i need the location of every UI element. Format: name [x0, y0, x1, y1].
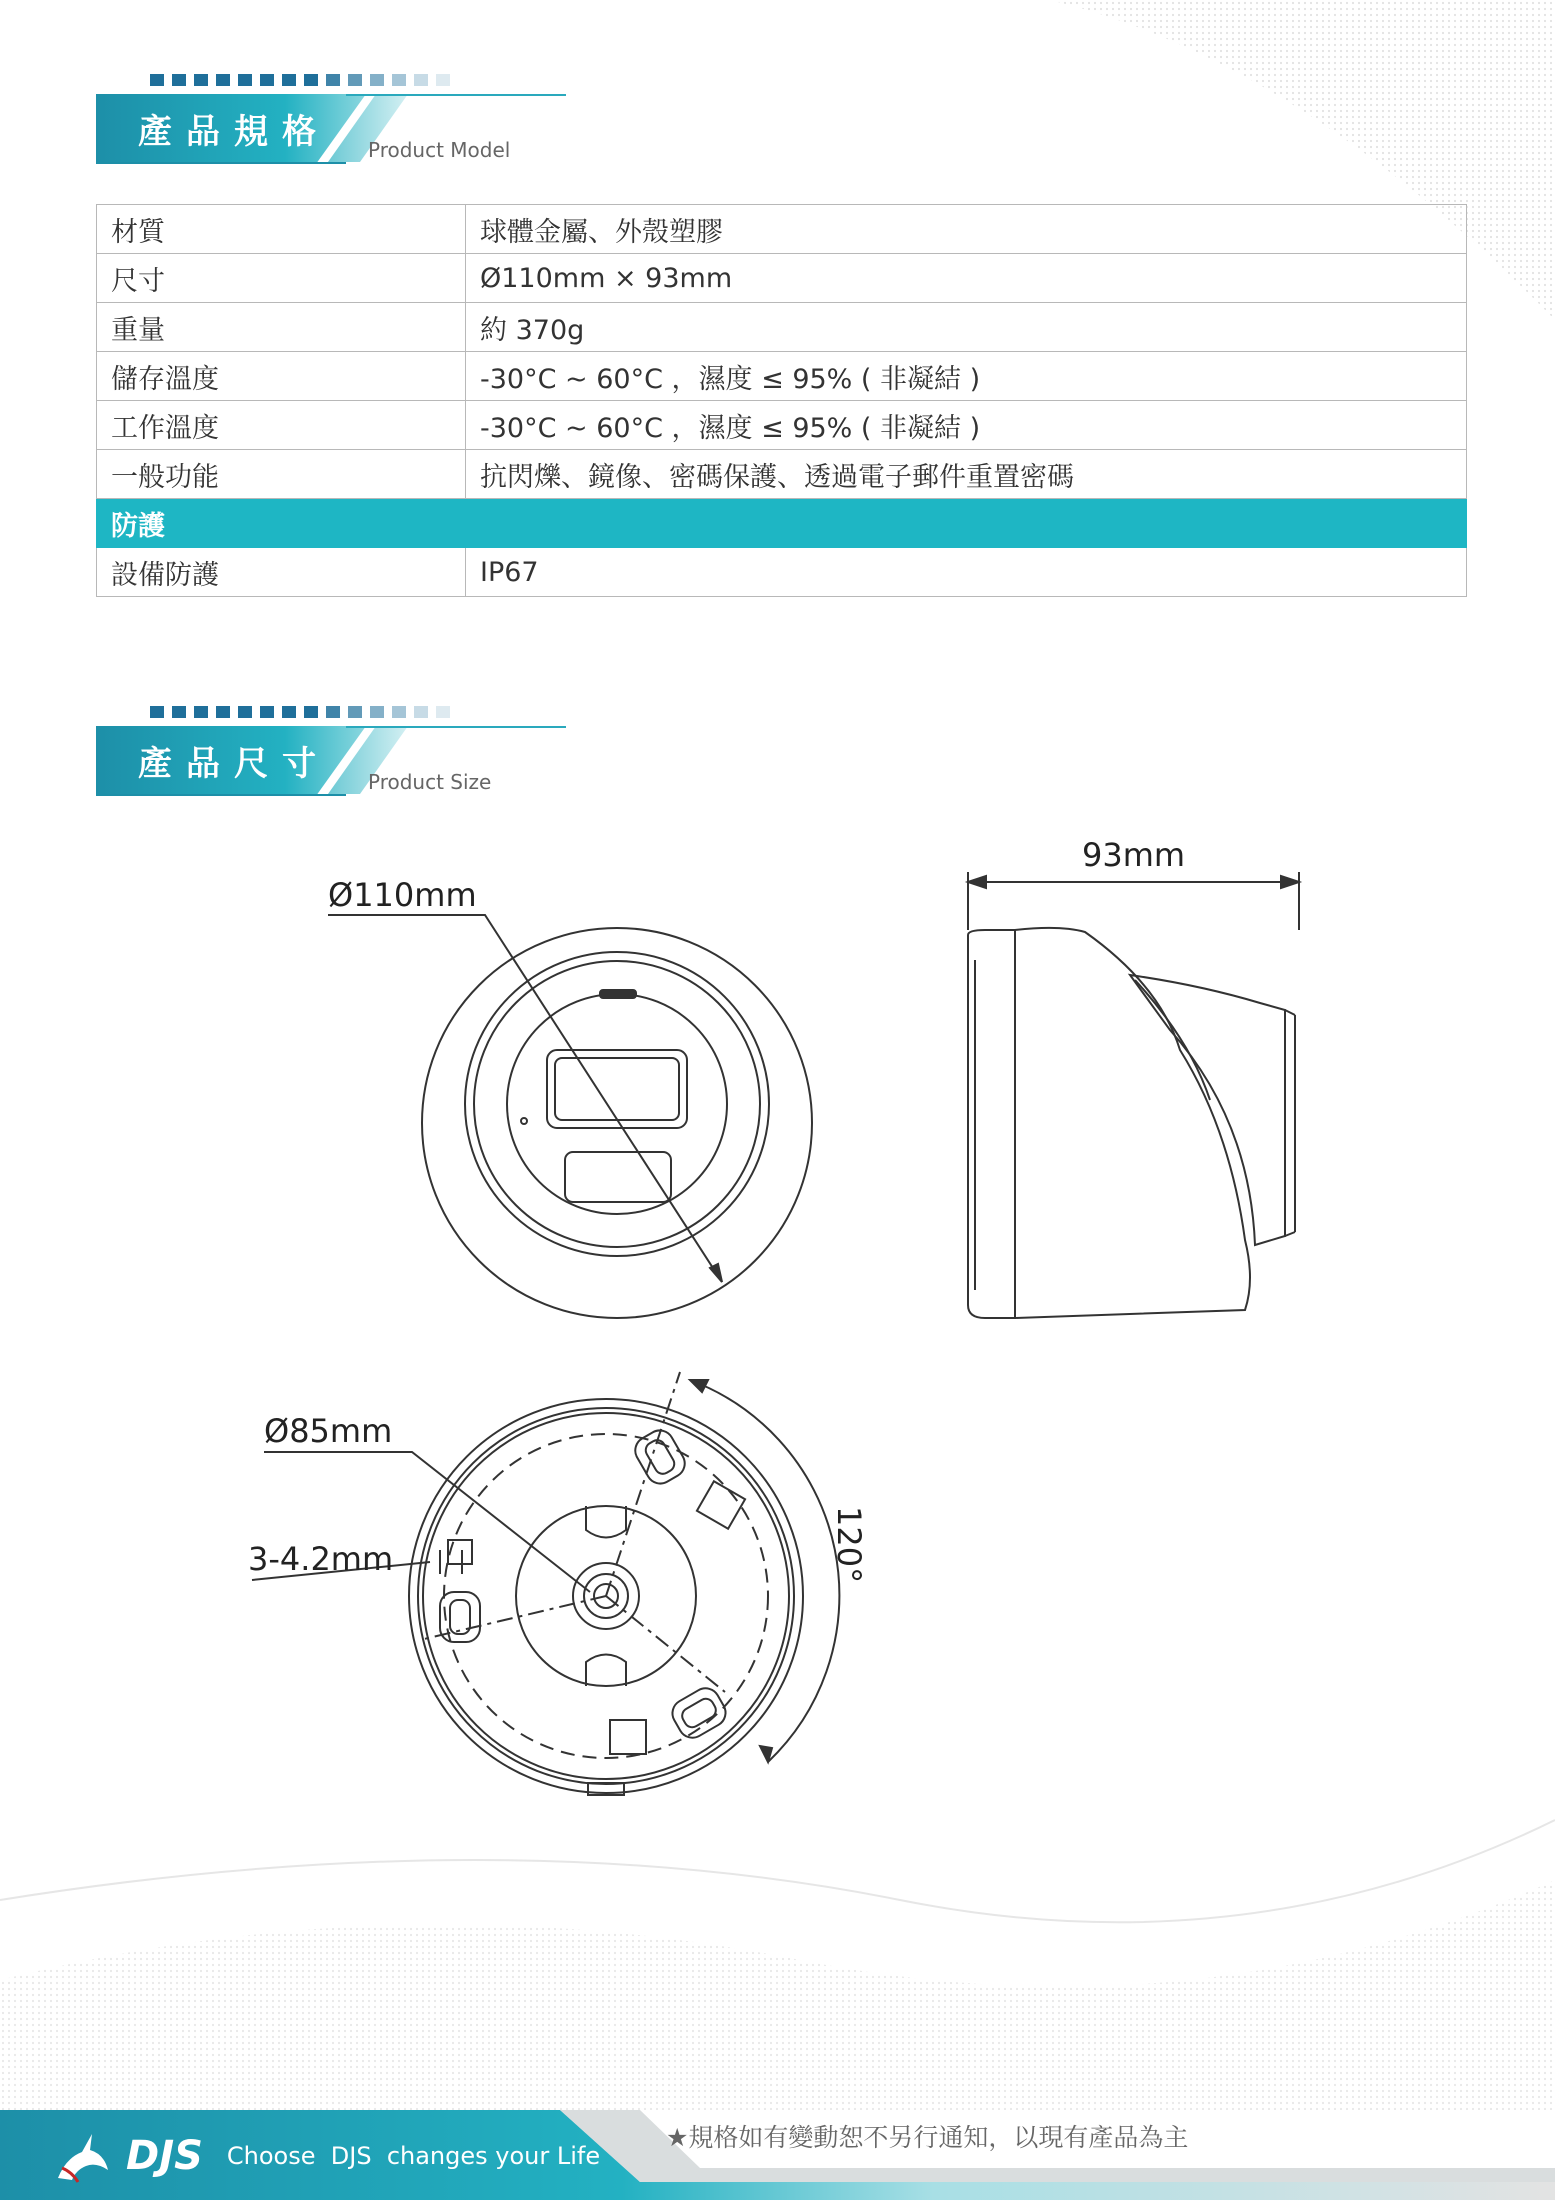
spec-key: 儲存溫度 — [97, 352, 466, 401]
spec-key: 一般功能 — [97, 450, 466, 499]
depth-label: 93mm — [1082, 836, 1186, 874]
base-diameter-label: Ø85mm — [264, 1412, 393, 1450]
section-subtitle: Product Model — [368, 138, 511, 162]
front-diameter-label: Ø110mm — [328, 876, 477, 914]
spec-value: IP67 — [466, 548, 1467, 597]
footer-brand — [52, 2128, 600, 2184]
section-title: 產品規格 — [138, 112, 330, 152]
spec-key: 重量 — [97, 303, 466, 352]
spec-value: -30°C ~ 60°C ，濕度 ≤ 95% ( 非凝結 ) — [466, 401, 1467, 450]
section-title: 產品尺寸 — [138, 744, 330, 784]
spec-key: 工作溫度 — [97, 401, 466, 450]
spec-key: 尺寸 — [97, 254, 466, 303]
spec-key: 設備防護 — [97, 548, 466, 597]
brand-name: DJS — [126, 2133, 203, 2179]
group-label: 防護 — [97, 499, 1467, 548]
spec-value: 抗閃爍、鏡像、密碼保護、透過電子郵件重置密碼 — [466, 450, 1467, 499]
spec-value: Ø110mm × 93mm — [466, 254, 1467, 303]
unicorn-logo-icon — [52, 2128, 112, 2184]
section-subtitle: Product Size — [368, 770, 492, 794]
side-view-drawing — [968, 872, 1299, 1318]
spec-value: 約 370g — [466, 303, 1467, 352]
footer-notice: ★規格如有變動恕不另行通知，以現有產品為主 — [666, 2123, 1189, 2152]
spec-value: 球體金屬、外殼塑膠 — [466, 205, 1467, 254]
brand-slogan: Choose DJS changes your Life — [226, 2142, 601, 2170]
spec-key: 材質 — [97, 205, 466, 254]
front-view-drawing — [328, 915, 812, 1318]
hole-angle-label: 120° — [830, 1506, 868, 1584]
hole-size-label: 3-4.2mm — [248, 1540, 394, 1578]
spec-value: -30°C ~ 60°C ，濕度 ≤ 95% ( 非凝結 ) — [466, 352, 1467, 401]
